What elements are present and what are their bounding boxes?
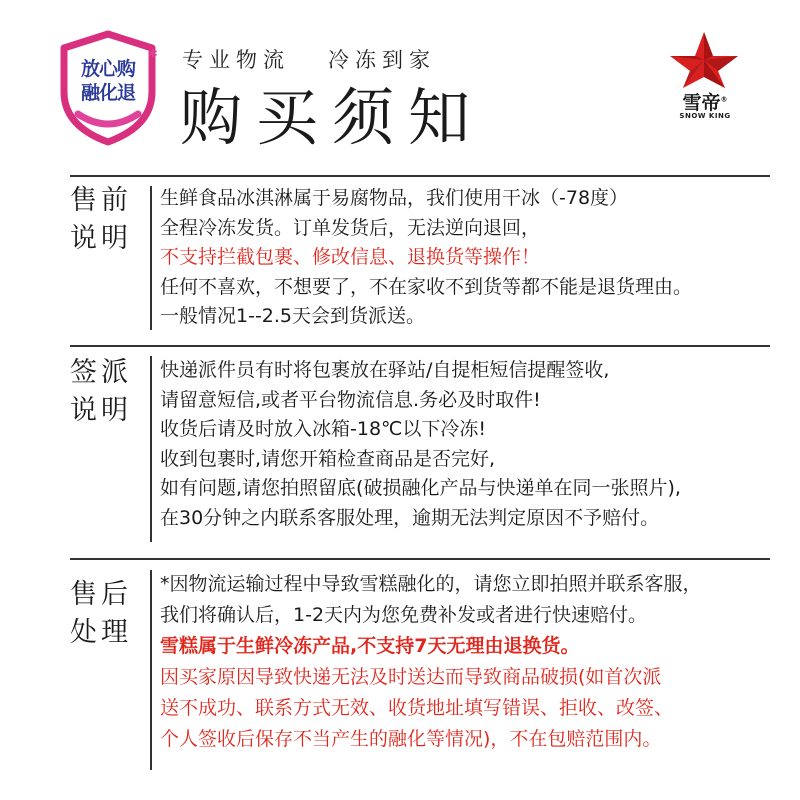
section-heading-line: 售前 — [70, 185, 132, 216]
section-divider — [70, 558, 770, 560]
notice-line: 不支持拦截包裹、修改信息、退换货等操作！ — [160, 246, 541, 268]
notice-line: 如有问题,请您拍照留底(破损融化产品与快递单在同一张照片), — [160, 477, 681, 499]
decorative-asterisk: * — [148, 46, 158, 67]
notice-line: 个人签收后保存不当产生的融化等情况)，不在包赔范围内。 — [160, 728, 662, 750]
red-star-icon — [664, 30, 744, 90]
notice-line: 收货后请及时放入冰箱-18℃以下冷冻! — [160, 418, 486, 440]
brand-name-text: 雪帝 — [682, 92, 721, 114]
section-heading-presale — [70, 182, 140, 258]
section-heading-line: 说明 — [70, 223, 132, 254]
brand-name — [664, 88, 746, 115]
notice-line: 任何不喜欢，不想要了，不在家收不到货等都不能是退货理由。 — [160, 275, 693, 298]
section-heading-line: 售后 — [70, 579, 132, 610]
section-vertical-rule — [150, 186, 152, 330]
section-heading-delivery — [70, 354, 140, 430]
notice-line: 一般情况1--2.5天会到货派送。 — [160, 305, 426, 327]
badge-line-1: 放心购 — [80, 58, 135, 80]
notice-line: 收到包裹时,请您开箱检查商品是否完好, — [160, 447, 496, 470]
section-heading-aftersale — [70, 576, 140, 652]
section-heading-line: 签派 — [70, 357, 132, 388]
notice-line: 生鲜食品冰淇淋属于易腐物品，我们使用干冰（-78度） — [160, 187, 629, 209]
notice-line: 因买家原因导致快递无法及时送达而导致商品破损(如首次派 — [160, 666, 662, 688]
section-heading-line: 说明 — [70, 395, 132, 426]
notice-line: 在30分钟之内联系客服处理，逾期无法判定原因不予赔付。 — [160, 506, 660, 529]
section-body-delivery — [160, 356, 792, 533]
section-divider — [70, 175, 770, 177]
section-body-presale — [160, 184, 792, 332]
section-body-aftersale — [160, 569, 792, 755]
brand-name-en: SNOW KING — [679, 112, 731, 120]
registered-mark: ® — [720, 95, 728, 104]
section-heading-line: 处理 — [70, 617, 132, 648]
page-title: 购买须知 — [180, 81, 485, 154]
notice-line: 送不成功、联系方式无效、收货地址填写错误、拒收、改签、 — [160, 697, 674, 719]
page-subtitle: 专业物流 冷冻到家 — [182, 48, 437, 72]
notice-line: 雪糕属于生鲜冷冻产品,不支持7天无理由退换货。 — [160, 635, 580, 657]
section-divider — [70, 345, 770, 347]
notice-line: 我们将确认后，1-2天内为您免费补发或者进行快速赔付。 — [160, 604, 648, 626]
notice-line: *因物流运输过程中导致雪糕融化的，请您立即拍照并联系客服， — [160, 573, 702, 595]
section-vertical-rule — [150, 570, 152, 770]
notice-line: 全程冷冻发货。订单发货后，无法逆向退回， — [160, 216, 541, 239]
badge-line-2: 融化退 — [80, 82, 135, 104]
notice-line: 请留意短信,或者平台物流信息.务必及时取件! — [160, 388, 541, 411]
section-vertical-rule — [150, 356, 152, 542]
notice-line: 快递派件员有时将包裹放在驿站/自提柜短信提醒签收, — [160, 359, 610, 381]
guarantee-badge — [58, 30, 158, 146]
